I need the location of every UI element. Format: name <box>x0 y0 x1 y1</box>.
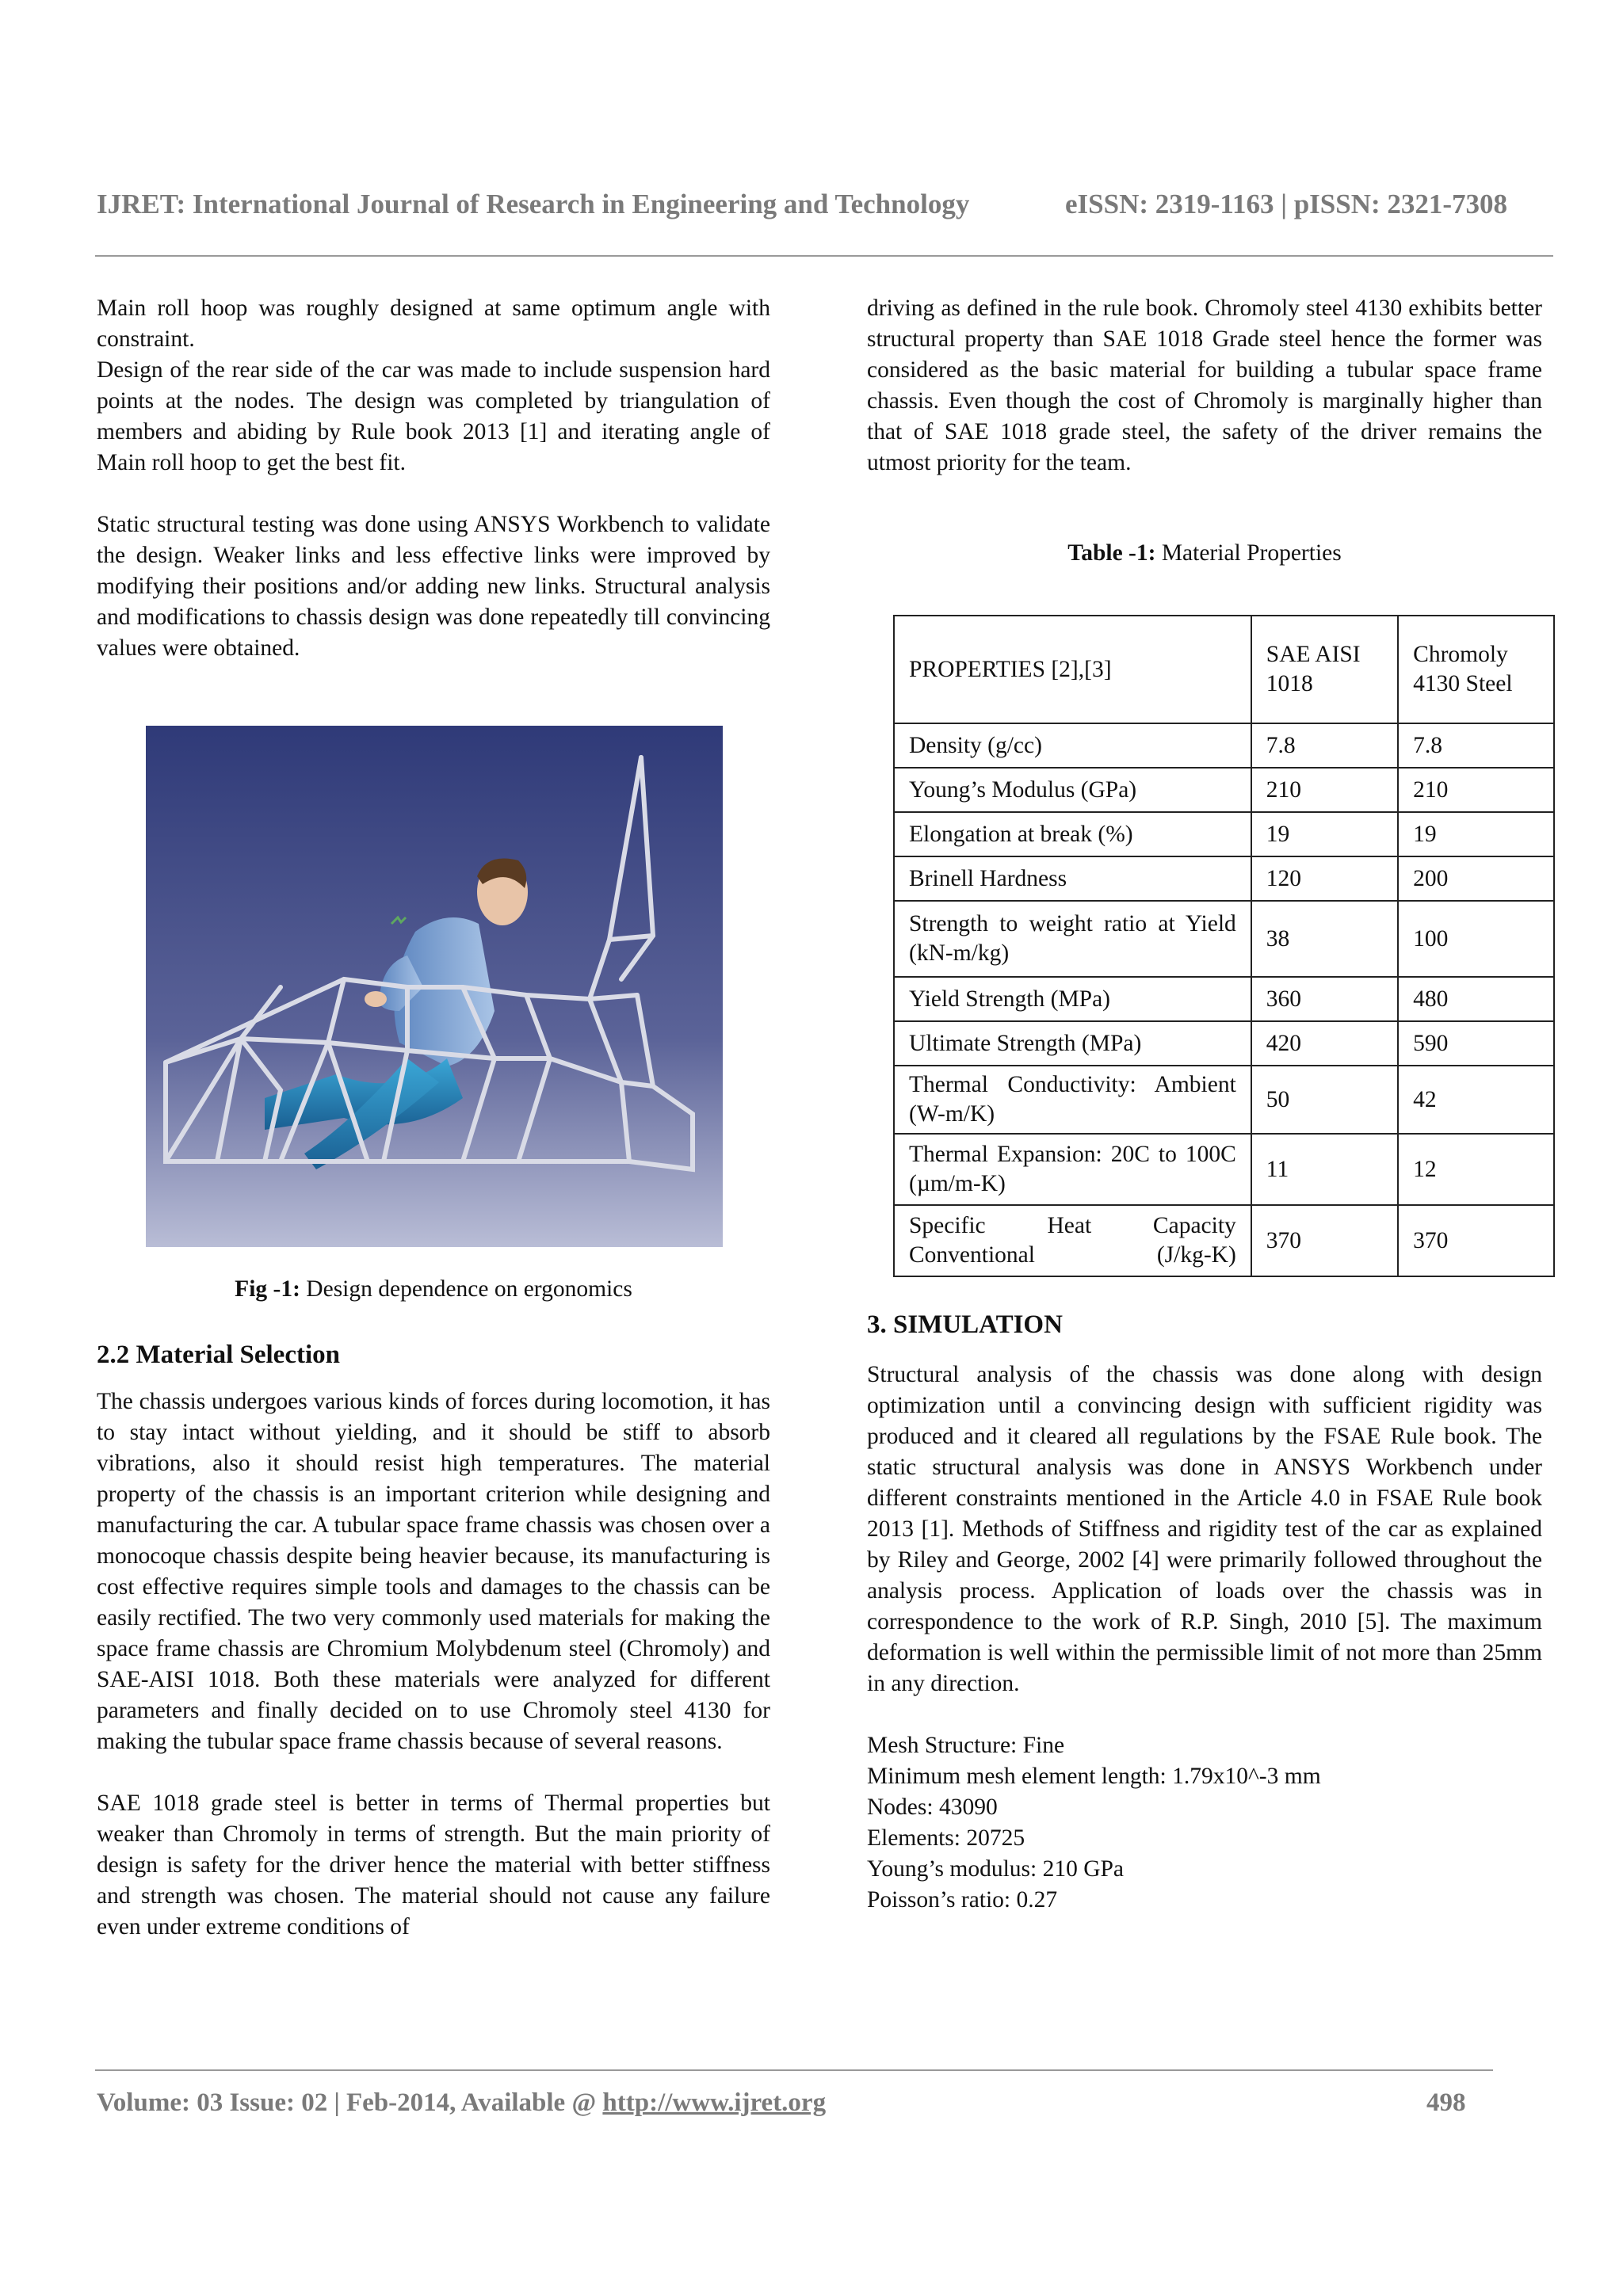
table-row: Ultimate Strength (MPa) 420 590 <box>894 1021 1554 1066</box>
table-row: Brinell Hardness 120 200 <box>894 856 1554 901</box>
table-caption: Table -1: Material Properties <box>1067 540 1342 566</box>
header-cell: Chromoly 4130 Steel <box>1398 616 1554 723</box>
material-properties-table <box>893 615 1555 1277</box>
table-row: Young’s Modulus (GPa) 210 210 <box>894 768 1554 812</box>
page-footer <box>97 2088 826 2118</box>
paragraph: Static structural testing was done using ANSYS Workbench to validate the design. Weaker links and less effective links were improved by modifying their positions and/or adding new links. Structural analysis and modifications to chassis design was done repeatedly till convincing values were obtained. <box>97 512 770 661</box>
paragraph: Design of the rear side of the car was made to include suspension hard points at the nodes. The design was completed by triangulation of members and abiding by Rule book 2013 [1] and iterating angle of Main roll hoop to get the best fit. <box>97 357 770 475</box>
table-row: Yield Strength (MPa) 360 480 <box>894 977 1554 1021</box>
chassis-ergonomics-image <box>146 726 723 1247</box>
page-number: 498 <box>1426 2088 1466 2117</box>
left-column-lower <box>97 1386 770 1943</box>
table-row: Elongation at break (%) 19 19 <box>894 812 1554 856</box>
paragraph: driving as defined in the rule book. Chromoly steel 4130 exhibits better structural property than SAE 1018 Grade steel hence the former was considered as the basic material for building a tubular space frame chassis. Even though the cost of Chromoly is marginally higher than that of SAE 1018 grade steel, the safety of the driver remains the utmost priority for the team. <box>867 296 1542 475</box>
page-header <box>97 189 1539 220</box>
mesh-line: Minimum mesh element length: 1.79x10^-3 mm <box>867 1764 1321 1789</box>
table-row: Thermal Expansion: 20C to 100C (µm/m-K) 11 12 <box>894 1134 1554 1205</box>
table-row: Strength to weight ratio at Yield (kN-m/kg) 38 100 <box>894 901 1554 977</box>
paragraph: Structural analysis of the chassis was done along with design optimization until a convincing design with sufficient rigidity was produced and it cleared all regulations by the FSAE Rule book. The static structural analysis was done in ANSYS Workbench under different constraints mentioned in the Article 4.0 in FSAE Rule book 2013 [1]. Methods of Stiffness and rigidity test of the car as explained by Riley and George, 2002 [4] were primarily followed throughout the analysis process. Application of loads over the chassis was in correspondence to the work of R.P. Singh, 2010 [5]. The maximum deformation is well within the permissible limit of not more than 25mm in any direction. <box>867 1362 1542 1696</box>
section-heading: 3. SIMULATION <box>867 1310 1063 1339</box>
section-heading: 2.2 Material Selection <box>97 1341 340 1369</box>
footer-volume: Volume: 03 Issue: 02 | Feb-2014, Available @ <box>97 2088 603 2117</box>
mesh-line: Mesh Structure: Fine <box>867 1733 1065 1758</box>
paragraph: SAE 1018 grade steel is better in terms of Thermal properties but weaker than Chromoly in terms of strength. But the main priority of design is safety for the driver hence the material with better stiffness and strength was chosen. The material should not cause any failure even under extreme conditions of <box>97 1791 770 1939</box>
mesh-line: Nodes: 43090 <box>867 1794 998 1820</box>
footer-divider <box>95 2069 1493 2071</box>
header-divider <box>95 255 1553 257</box>
right-column-lower <box>867 1360 1542 1916</box>
chassis-figure <box>146 726 723 1247</box>
issn-info: eISSN: 2319-1163 | pISSN: 2321-7308 <box>1065 189 1508 219</box>
mesh-line: Young’s modulus: 210 GPa <box>867 1856 1125 1882</box>
header-cell: PROPERTIES [2],[3] <box>894 616 1251 723</box>
journal-title: IJRET: International Journal of Research in Engineering and Technology <box>97 189 970 219</box>
right-column <box>867 293 1542 479</box>
mesh-line: Poisson’s ratio: 0.27 <box>867 1887 1058 1913</box>
table-row: Thermal Conductivity: Ambient (W-m/K) 50 42 <box>894 1066 1554 1134</box>
journal-link[interactable]: http://www.ijret.org <box>602 2088 827 2117</box>
mesh-line: Elements: 20725 <box>867 1825 1025 1851</box>
table-header-row <box>894 616 1554 723</box>
mesh-details <box>867 1730 1542 1916</box>
paragraph: Main roll hoop was roughly designed at same optimum angle with constraint. <box>97 296 770 352</box>
paragraph: The chassis undergoes various kinds of forces during locomotion, it has to stay intact without yielding, and it should be stiff to absorb vibrations, also it should resist high temperatures. The material property of the chassis is an important criterion while designing and manufacturing the car. A tubular space frame chassis was chosen over a monocoque chassis despite being heavier because, its manufacturing is cost effective requires simple tools and damages to the chassis can be easily rectified. The two very commonly used materials for making the space frame chassis are Chromium Molybdenum steel (Chromoly) and SAE-AISI 1018. Both these materials were analyzed for different parameters and finally decided on to use Chromoly steel 4130 for making the tubular space frame chassis because of several reasons. <box>97 1389 770 1754</box>
header-cell: SAE AISI 1018 <box>1251 616 1398 723</box>
table-row: Density (g/cc) 7.8 7.8 <box>894 723 1554 768</box>
figure-caption: Fig -1: Design dependence on ergonomics <box>235 1276 632 1302</box>
left-column <box>97 293 770 664</box>
table-row: Specific Heat Capacity Conventional (J/kg-K) 370 370 <box>894 1205 1554 1276</box>
